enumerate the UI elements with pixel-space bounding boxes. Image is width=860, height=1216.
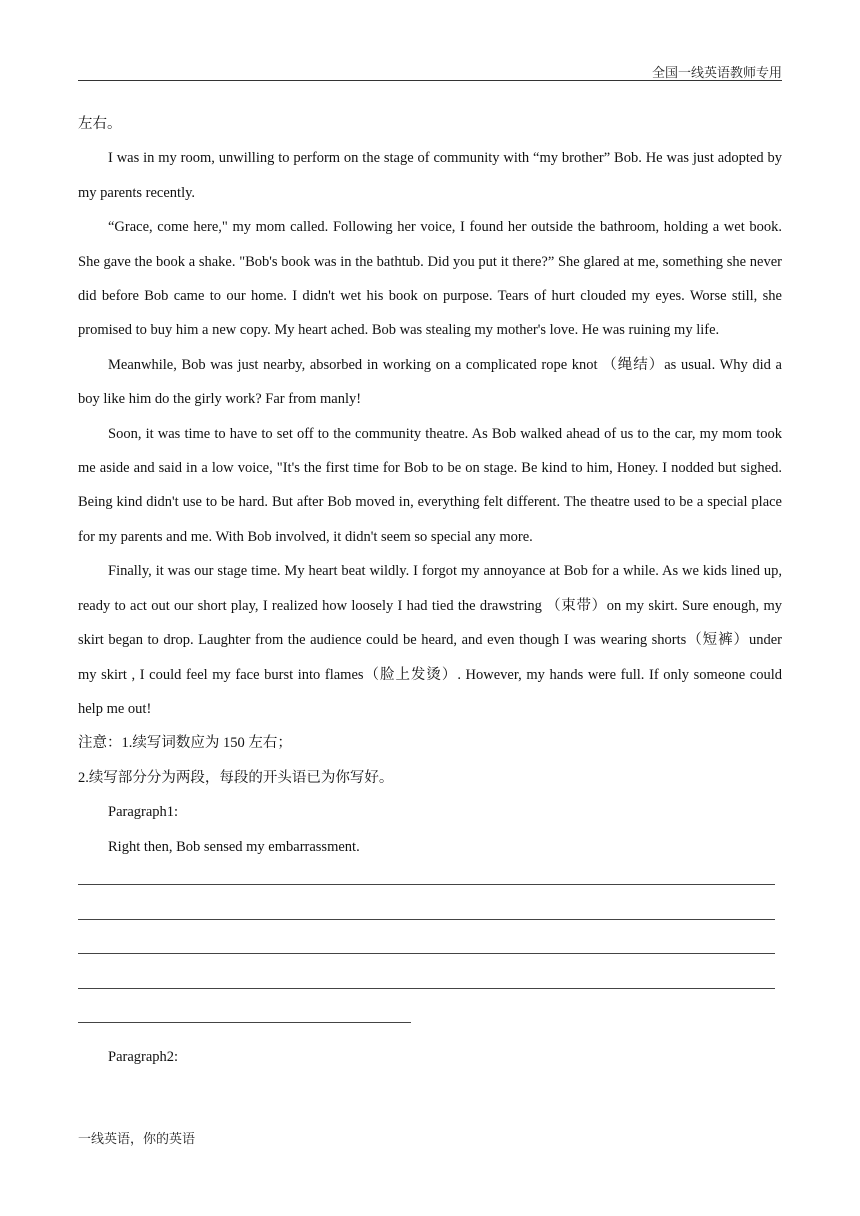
body-paragraph: Soon, it was time to have to set off to the community theatre. As Bob walked ahead of us to the car, my mom took me aside and said in a low voice, "It's the first time for Bob to be on stage. Be kind to him, Honey. I nodded but sighed. Being kind didn't use to be hard. But after Bob moved in, everything felt different. The theatre used to be a special place for my parents and me. With Bob involved, it didn't seem so special any more. (78, 425, 782, 545)
answer-line[interactable] (78, 1002, 782, 1036)
body-paragraph: Finally, it was our stage time. My heart beat wildly. I forgot my annoyance at Bob for a while. As we kids lined up, ready to act out our short play, I realized how loosely I had tied the drawstring （束带）on my skirt. Sure enough, my skirt began to drop. Laughter from the audience could be heard, and even though I was wearing shorts（短裤）under my skirt , I could feel my face burst into flames（脸上发烫）. However, my hands were full. If only someone could help me out! (78, 563, 782, 717)
answer-line[interactable] (78, 933, 782, 967)
document-body (78, 107, 782, 1074)
body-paragraph: Meanwhile, Bob was just nearby, absorbed in working on a complicated rope knot （绳结）as usual. Why did a boy like him do the girly work? Far from manly! (78, 356, 782, 408)
paragraph1-label: Paragraph1: (108, 804, 179, 821)
instruction-note: 注意：1.续写词数应为 150 左右； (78, 735, 292, 752)
body-paragraph: “Grace, come here," my mom called. Following her voice, I found her outside the bathroom, holding a wet book. She gave the book a shake. "Bob's book was in the bathtub. Did you put it there?” She glared at me, something she never did before Bob came to our home. I didn't wet his book on purpose. Tears of hurt clouded my eyes. Worse still, she promised to buy him a new copy. My heart ached. Bob was stealing my mother's love. He was ruining my life. (78, 219, 782, 339)
body-paragraph: 左右。 (78, 116, 122, 132)
instruction-note: 2.续写部分分为两段，每段的开头语已为你写好。 (78, 769, 394, 786)
answer-line[interactable] (78, 967, 782, 1001)
answer-line[interactable] (78, 898, 782, 932)
paragraph2-label: Paragraph2: (108, 1048, 179, 1065)
page-footer: 一线英语，你的英语 (78, 1131, 196, 1146)
answer-line[interactable] (78, 864, 782, 898)
page-header: 全国一线英语教师专用 (651, 65, 782, 80)
paragraph1-opening: Right then, Bob sensed my embarrassment. (108, 838, 360, 855)
body-paragraph: I was in my room, unwilling to perform on the stage of community with “my brother” Bob. He was just adopted by my parents recently. (78, 150, 782, 201)
header-divider (78, 80, 782, 81)
